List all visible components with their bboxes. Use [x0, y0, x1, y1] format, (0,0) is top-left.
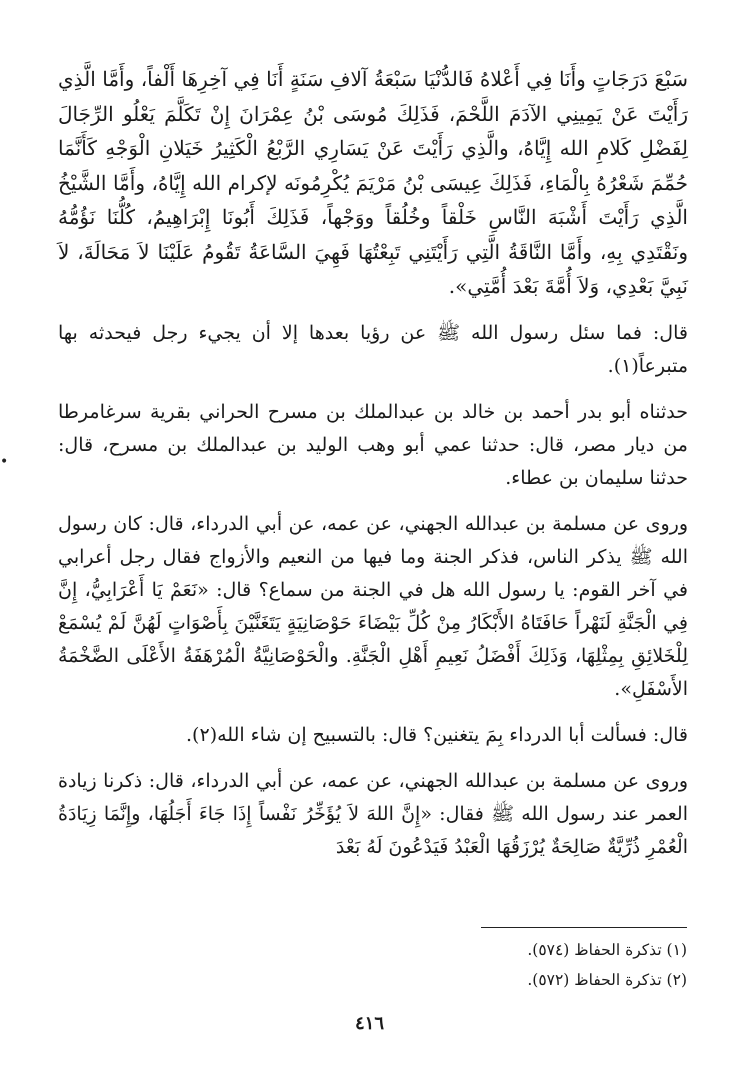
paragraph-2: قال: فما سئل رسول الله ﷺ عن رؤيا بعدها إلا أن يجيء رجل فيحدثه بها متبرعاً(١). — [58, 321, 688, 377]
footnote-divider — [481, 927, 687, 928]
margin-dot: • — [0, 454, 9, 470]
paragraph-3: حدثناه أبو بدر أحمد بن خالد بن عبدالملك بن مسرح الحراني بقرية سرغامرطا من ديار مصر، قال: حدثنا عمي أبو وهب الوليد بن عبدالملك بن مسرح، قال: حدثنا سليمان بن عطاء. — [58, 400, 688, 489]
paragraph-5: قال: فسألت أبا الدرداء بِمَ يتغنين؟ قال: بالتسبيح إن شاء الله(٢). — [186, 723, 688, 746]
paragraph-1: سَبْعَ دَرَجَاتٍ وأَنَا فِي أَعْلاهُ فَالدُّنْيَا سَبْعَةُ آلافِ سَنَةٍ أَنَا فِي آخِرِهَا أَلْفاً، وأَمَّا الَّذِي رَأَيْتَ عَنْ يَمِينِي الآدَمَ اللَّحْمَ، فَذَلِكَ مُوسَى بْنُ عِمْرَانَ إِنْ تَكَلَّمَ يَعْلُو الرِّجَالَ لِفَضْلِ كَلامِ الله إِيَّاهُ، والَّذِي رَأَيْتَ عَنْ يَسَارِي الرَّبْعُ الْكَثِيرُ خَيَلانِ الْوَجْهِ كَأَنَّمَا حُمِّمَ شَعْرُهُ بِالْمَاءِ، فَذَلِكَ عِيسَى بْنُ مَرْيَمَ يُكْرِمُونَه لإكرام الله إِيَّاهُ، وأَمَّا الشَّيْخُ الَّذِي رَأَيْتَ أَشْبَهَ النَّاسِ خَلْقاً وخُلُقاً ووَجْهاً، فَذَلِكَ أَبُونَا إِبْرَاهِيمُ، كُلُّنَا نَؤُمُّهُ ونَقْتَدِي بِهِ، وأَمَّا النَّاقَةُ الَّتِي رَأَيْتَنِي تَبِعْتُهَا فَهِيَ السَّاعَةُ تَقُومُ عَلَيْنَا لاَ مَحَالَةَ، لاَ نَبِيَّ بَعْدِي، وَلاَ أُمَّةَ بَعْدَ أُمَّتِي». — [58, 67, 688, 298]
page-body — [58, 62, 688, 877]
footnotes — [287, 935, 687, 995]
paragraph-4: وروى عن مسلمة بن عبدالله الجهني، عن عمه، عن أبي الدرداء، قال: كان رسول الله ﷺ يذكر الناس، فذكر الجنة وما فيها من النعيم والأزواج فقال رجل أعرابي في آخر القوم: يا رسول الله هل في الجنة من سماع؟ قال: «نَعَمْ يَا أَعْرَابِيُّ، إِنَّ فِي الْجَنَّةِ لَنَهْراً حَافَتَاهُ الأَبْكَارُ مِنْ كُلِّ بَيْضَاءَ حَوْصَانِيَةٍ يَتَغَنَّيْنَ بِأَصْوَاتٍ لَهُنَّ لَمْ يُسْمَعْ لِلْخَلائِقِ بِمِثْلِهَا، وَذَلِكَ أَفْضَلُ نَعِيمِ أَهْلِ الْجَنَّةِ. والْحَوْصَانِيَّةُ الْمُرْهَفَةُ الأَعْلَى الضَّخْمَةُ الأَسْفَلِ». — [58, 512, 688, 700]
footnote-2: (٢) تذكرة الحفاظ (٥٧٢). — [527, 971, 687, 989]
footnote-1: (١) تذكرة الحفاظ (٥٧٤). — [527, 941, 687, 959]
page-number: ٤١٦ — [354, 1013, 384, 1034]
paragraph-6: وروى عن مسلمة بن عبدالله الجهني، عن عمه، عن أبي الدرداء، قال: ذكرنا زيادة العمر عند رسول الله ﷺ فقال: «إِنَّ اللهَ لاَ يُؤَخِّرُ نَفْساً إِذَا جَاءَ أَجَلُهَا، وإِنَّمَا زِيَادَةُ الْعُمْرِ ذُرِّيَّةٌ صَالِحَةٌ يُرْزَقُهَا الْعَبْدُ فَيَدْعُونَ لَهُ بَعْدَ — [58, 769, 688, 858]
